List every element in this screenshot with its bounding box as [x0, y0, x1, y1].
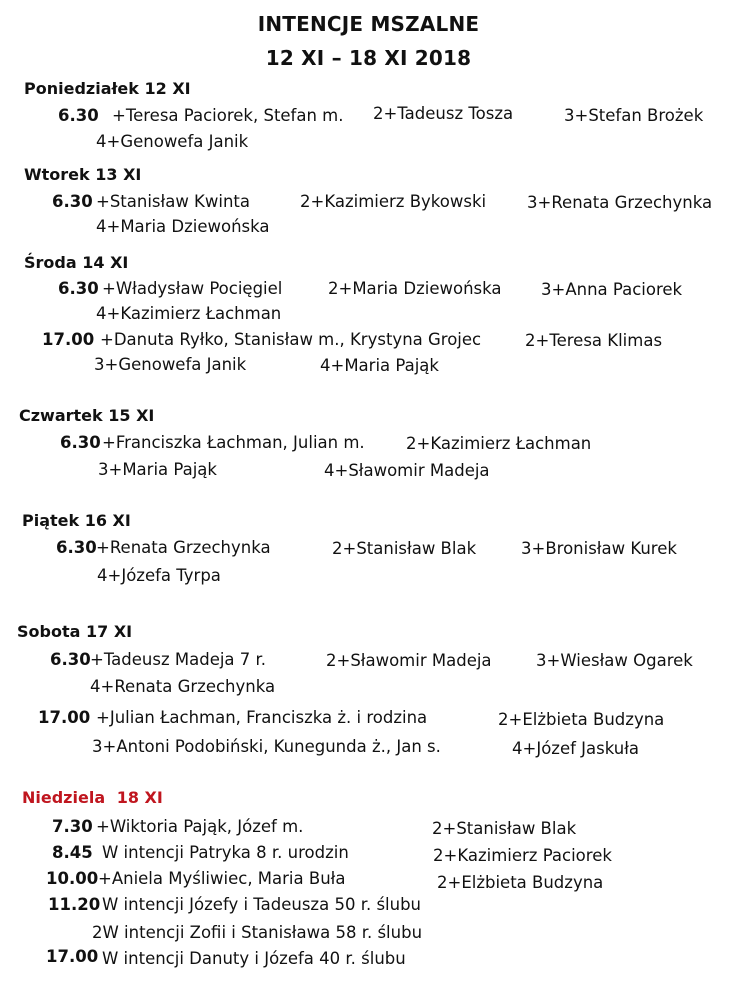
mass-time: 10.00 — [46, 869, 99, 888]
intention: +Aniela Myśliwiec, Maria Buła — [98, 869, 346, 888]
intention: 2+Stanisław Blak — [432, 819, 577, 838]
mass-time: 17.00 — [42, 330, 95, 349]
intention: 3+Bronisław Kurek — [521, 539, 677, 558]
intention: 3+Stefan Brożek — [564, 106, 704, 125]
intention: 2+Sławomir Madeja — [326, 651, 492, 670]
intention: 3+Wiesław Ogarek — [536, 651, 693, 670]
day-name-sunday: Niedziela — [22, 788, 106, 807]
intention: W intencji Danuty i Józefa 40 r. ślubu — [102, 949, 406, 968]
day-heading-monday: Poniedziałek 12 XI — [24, 79, 191, 98]
intention: +Renata Grzechynka — [96, 538, 271, 557]
intention: 2+Kazimierz Paciorek — [433, 846, 612, 865]
mass-time: 6.30 — [58, 279, 99, 298]
day-date-sunday: 18 XI — [116, 788, 163, 807]
intention: 4+Maria Dziewońska — [96, 217, 270, 236]
intention: 4+Józefa Tyrpa — [97, 566, 221, 585]
intention: W intencji Patryka 8 r. urodzin — [102, 843, 349, 862]
mass-time: 11.20 — [48, 895, 101, 914]
intention: 2+Stanisław Blak — [332, 539, 477, 558]
intention: 3+Anna Paciorek — [541, 280, 683, 299]
intention: W intencji Józefy i Tadeusza 50 r. ślubu — [102, 895, 422, 914]
intention: 3+Maria Pająk — [98, 460, 217, 479]
mass-time: 6.30 — [56, 538, 97, 557]
day-heading-thursday: Czwartek 15 XI — [19, 406, 155, 425]
intention: 3+Antoni Podobiński, Kunegunda ż., Jan s. — [92, 737, 441, 756]
intention: 4+Sławomir Madeja — [324, 461, 490, 480]
intention: 2+Kazimierz Bykowski — [300, 192, 487, 211]
mass-time: 17.00 — [38, 708, 91, 727]
page-title: INTENCJE MSZALNE — [257, 12, 480, 36]
intention: 2+Kazimierz Łachman — [406, 434, 592, 453]
intention: +Danuta Ryłko, Stanisław m., Krystyna Grojec — [100, 330, 482, 349]
mass-time: 7.30 — [52, 817, 93, 836]
page-subtitle: 12 XI – 18 XI 2018 — [265, 46, 472, 70]
mass-time: 8.45 — [52, 843, 93, 862]
day-heading-tuesday: Wtorek 13 XI — [24, 165, 142, 184]
intention: 2+Elżbieta Budzyna — [498, 710, 665, 729]
mass-time: 6.30 — [52, 192, 93, 211]
mass-time: 6.30 — [50, 650, 91, 669]
day-heading-saturday: Sobota 17 XI — [17, 622, 133, 641]
intention: +Władysław Pocięgiel — [102, 279, 283, 298]
mass-time: 6.30 — [58, 106, 99, 125]
intention: +Wiktoria Pająk, Józef m. — [96, 817, 304, 836]
intention: 2W intencji Zofii i Stanisława 58 r. ślubu — [92, 923, 423, 942]
intention: +Stanisław Kwinta — [96, 192, 250, 211]
day-heading-friday: Piątek 16 XI — [22, 511, 131, 530]
intention: +Tadeusz Madeja 7 r. — [90, 650, 267, 669]
day-heading-wednesday: Środa 14 XI — [24, 253, 129, 272]
intention: 3+Genowefa Janik — [94, 355, 247, 374]
intention: 2+Elżbieta Budzyna — [437, 873, 604, 892]
intention: 4+Renata Grzechynka — [90, 677, 276, 696]
intention: 4+Maria Pająk — [320, 356, 439, 375]
intention: 4+Kazimierz Łachman — [96, 304, 282, 323]
mass-time: 6.30 — [60, 433, 101, 452]
intention: +Teresa Paciorek, Stefan m. — [112, 106, 344, 125]
intention: 4+Genowefa Janik — [96, 132, 249, 151]
intention: 2+Teresa Klimas — [525, 331, 663, 350]
day-heading-sunday — [22, 788, 163, 807]
intention: 3+Renata Grzechynka — [527, 193, 713, 212]
intention: +Franciszka Łachman, Julian m. — [102, 433, 365, 452]
intention: +Julian Łachman, Franciszka ż. i rodzina — [96, 708, 428, 727]
intention: 2+Maria Dziewońska — [328, 279, 502, 298]
mass-time: 17.00 — [46, 947, 99, 966]
intention: 4+Józef Jaskuła — [512, 739, 640, 758]
intention: 2+Tadeusz Tosza — [373, 104, 514, 123]
